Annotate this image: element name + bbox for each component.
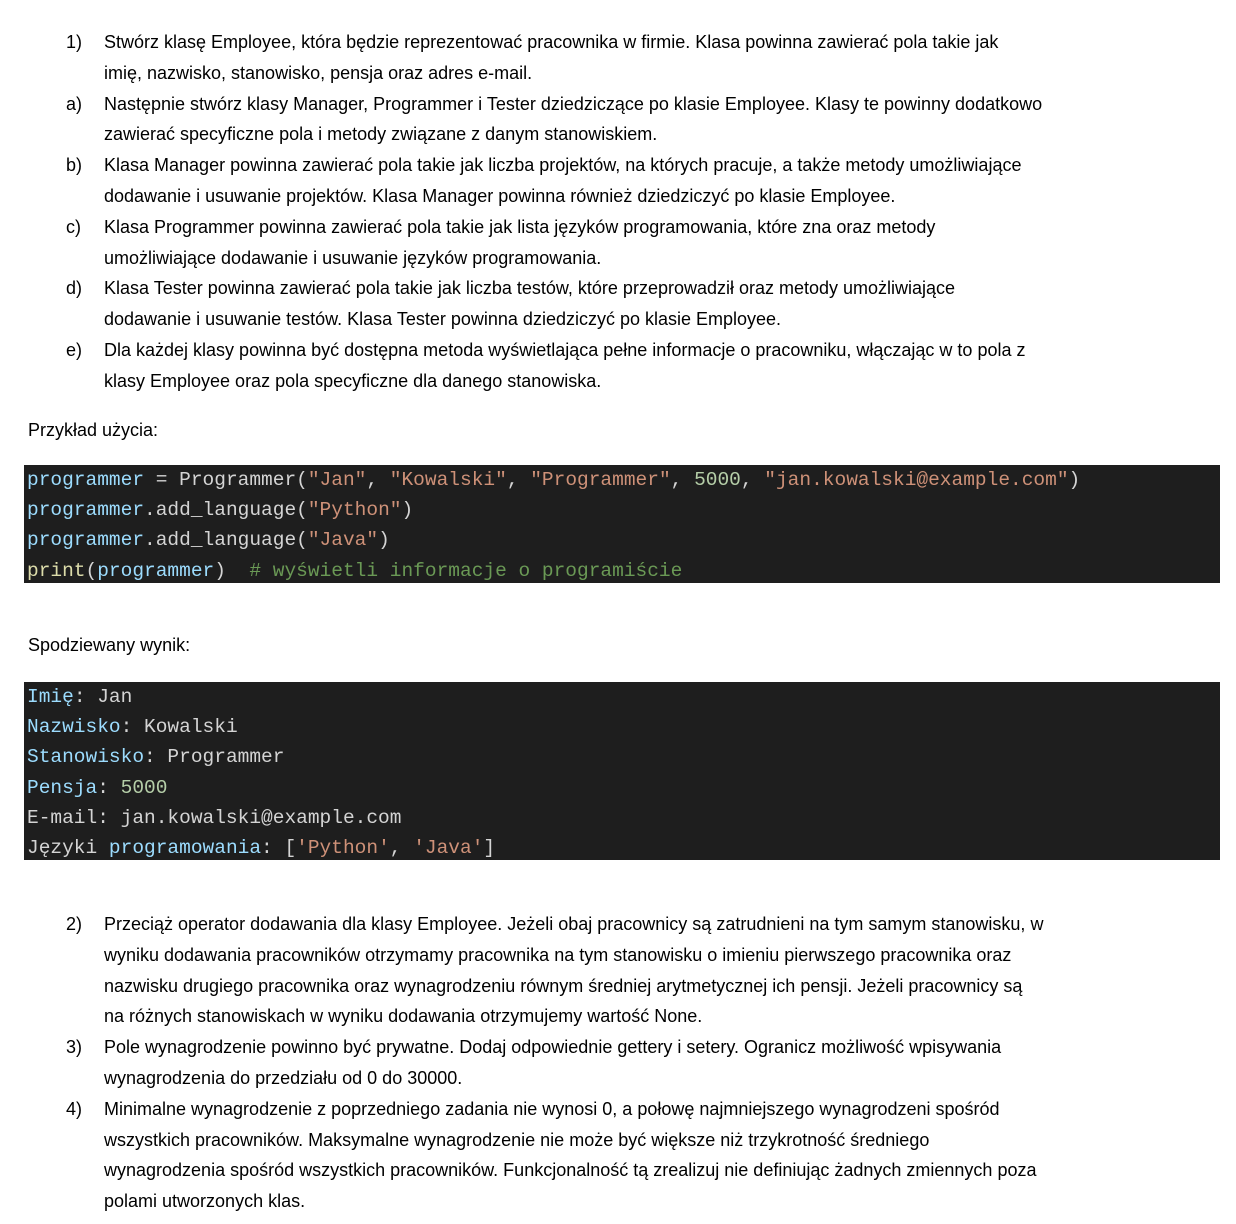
code-token: 5000 <box>694 469 741 491</box>
code-line <box>27 525 1217 555</box>
code-token: : <box>97 776 121 799</box>
list-item-text: klasy Employee oraz pola specyficzne dla danego stanowiska. <box>104 370 602 391</box>
list-item-text: Minimalne wynagrodzenie z poprzedniego zadania nie wynosi 0, a połowę najmniejszego wynagrodzeni spośród <box>104 1098 1000 1119</box>
list-marker: c) <box>66 216 81 237</box>
code-token: "Python" <box>307 499 402 522</box>
list-marker: b) <box>66 155 83 176</box>
code-token: , <box>740 469 765 491</box>
code-line <box>27 556 1217 586</box>
code-token: "Kowalski" <box>389 469 507 491</box>
list-item-text: Pole wynagrodzenie powinno być prywatne. Dodaj odpowiednie gettery i setery. Ogranicz możliwość wpisywania <box>104 1037 1002 1058</box>
code-token: : Jan <box>73 686 133 708</box>
list-item <box>0 1032 1236 1094</box>
list-item-text: umożliwiające dodawanie i usuwanie języków programowania. <box>104 247 602 268</box>
code-token: = Programmer( <box>144 469 308 491</box>
code-token: Pensja <box>27 776 98 799</box>
code-token: .add_language( <box>144 529 308 552</box>
list-item <box>0 273 1236 335</box>
code-token: , <box>670 469 695 491</box>
code-token: E-mail: jan.kowalski@example.com <box>27 806 402 829</box>
code-line <box>27 712 1217 742</box>
code-token: , <box>389 836 414 859</box>
list-marker: a) <box>66 93 83 114</box>
code-token: 'Python' <box>296 836 390 859</box>
list-item <box>0 27 1236 89</box>
list-item <box>0 1094 1236 1217</box>
code-line <box>27 803 1217 833</box>
code-token: Nazwisko <box>27 716 121 739</box>
code-line <box>27 495 1217 525</box>
task-list-1 <box>0 27 1236 397</box>
code-token: programmer <box>27 499 145 522</box>
code-token: ) <box>214 559 250 582</box>
list-marker: e) <box>66 339 83 360</box>
code-line <box>27 833 1217 863</box>
list-item-text: wyniku dodawania pracowników otrzymamy pracownika na tym stanowisku o imieniu pierwszego pracownika oraz <box>104 944 1012 965</box>
code-line <box>27 682 1217 712</box>
code-token: "Java" <box>307 529 379 552</box>
list-marker: d) <box>66 278 83 299</box>
list-item-text: Dla każdej klasy powinna być dostępna metoda wyświetlająca pełne informacje o pracowniku, włączając w to pola z <box>104 339 1026 360</box>
list-marker: 4) <box>66 1098 83 1119</box>
code-token: programowania <box>108 836 262 859</box>
code-token: "Programmer" <box>530 469 671 491</box>
code-token: programmer <box>27 529 145 552</box>
list-marker: 2) <box>66 914 83 934</box>
code-token: , <box>506 469 531 491</box>
code-line <box>27 773 1217 803</box>
code-token: "jan.kowalski@example.com" <box>764 469 1069 491</box>
code-token: # wyświetli informacje o programiście <box>249 559 683 582</box>
list-item-text: Klasa Tester powinna zawierać pola takie jak liczba testów, które przeprowadził oraz metody umożliwiające <box>104 278 956 299</box>
list-item-text: polami utworzonych klas. <box>104 1191 306 1212</box>
task-list-2 <box>0 909 1236 1217</box>
code-token: Języki <box>27 836 109 859</box>
example-code-block <box>24 465 1220 583</box>
code-token: .add_language( <box>144 499 308 522</box>
code-token: 'Java' <box>413 836 484 859</box>
list-item-text: zawierać specyficzne pola i metody związane z danym stanowiskiem. <box>104 124 658 145</box>
list-item-text: nazwisku drugiego pracownika oraz wynagrodzeniu równym średniej arytmetycznej ich pensji. Jeżeli pracownicy są <box>104 975 1023 996</box>
example-label: Przykład użycia: <box>28 420 159 440</box>
list-item <box>0 909 1236 1032</box>
code-token: ( <box>85 559 98 582</box>
list-item-text: Przeciąż operator dodawania dla klasy Employee. Jeżeli obaj pracownicy są zatrudnieni na tym samym stanowisku, w <box>104 914 1044 934</box>
list-item-text: wynagrodzenia do przedziału od 0 do 30000. <box>104 1067 463 1088</box>
code-token: Stanowisko <box>27 746 145 769</box>
list-item-text: na różnych stanowiskach w wyniku dodawania otrzymujemy wartość None. <box>104 1006 703 1027</box>
list-item <box>0 89 1236 151</box>
list-item <box>0 335 1236 397</box>
code-token: "Jan" <box>307 469 367 491</box>
list-item-text: dodawanie i usuwanie projektów. Klasa Manager powinna również dziedziczyć po klasie Employee. <box>104 185 896 206</box>
list-item-text: Stwórz klasę Employee, która będzie reprezentować pracownika w firmie. Klasa powinna zawierać pola takie jak <box>104 32 999 52</box>
code-line <box>27 465 1217 495</box>
expected-label: Spodziewany wynik: <box>28 635 191 655</box>
code-token: ) <box>401 499 414 522</box>
expected-output-block <box>24 682 1220 860</box>
list-item-text: wszystkich pracowników. Maksymalne wynagrodzenie nie może być większe niż trzykrotność średniego <box>104 1129 930 1150</box>
list-item <box>0 212 1236 274</box>
code-token: , <box>366 469 390 491</box>
code-token: Imię <box>27 686 74 708</box>
list-marker: 1) <box>66 32 83 52</box>
code-line <box>27 742 1217 772</box>
code-token: ) <box>1068 469 1081 491</box>
code-token: ] <box>483 836 496 859</box>
list-item-text: wynagrodzenia spośród wszystkich pracowników. Funkcjonalność tą zrealizuj nie definiując żadnych zmiennych poza <box>104 1160 1037 1181</box>
list-item <box>0 150 1236 212</box>
list-item-text: Następnie stwórz klasy Manager, Programmer i Tester dziedziczące po klasie Employee. Klasy te powinny dodatkowo <box>104 93 1043 114</box>
code-token: : Kowalski <box>120 716 238 739</box>
list-item-text: Klasa Manager powinna zawierać pola takie jak liczba projektów, na których pracuje, a także metody umożliwiające <box>104 155 1022 176</box>
code-token: print <box>27 559 86 582</box>
code-token: 5000 <box>120 776 168 799</box>
list-item-text: dodawanie i usuwanie testów. Klasa Tester powinna dziedziczyć po klasie Employee. <box>104 309 782 330</box>
code-token: ) <box>378 529 390 552</box>
code-token: programmer <box>97 559 215 582</box>
list-marker: 3) <box>66 1037 83 1058</box>
code-token: : Programmer <box>144 746 285 769</box>
list-item-text: Klasa Programmer powinna zawierać pola takie jak lista języków programowania, które zna oraz metody <box>104 216 936 237</box>
list-item-text: imię, nazwisko, stanowisko, pensja oraz adres e-mail. <box>104 62 533 83</box>
code-token: programmer <box>27 469 145 491</box>
code-token: : [ <box>261 836 297 859</box>
